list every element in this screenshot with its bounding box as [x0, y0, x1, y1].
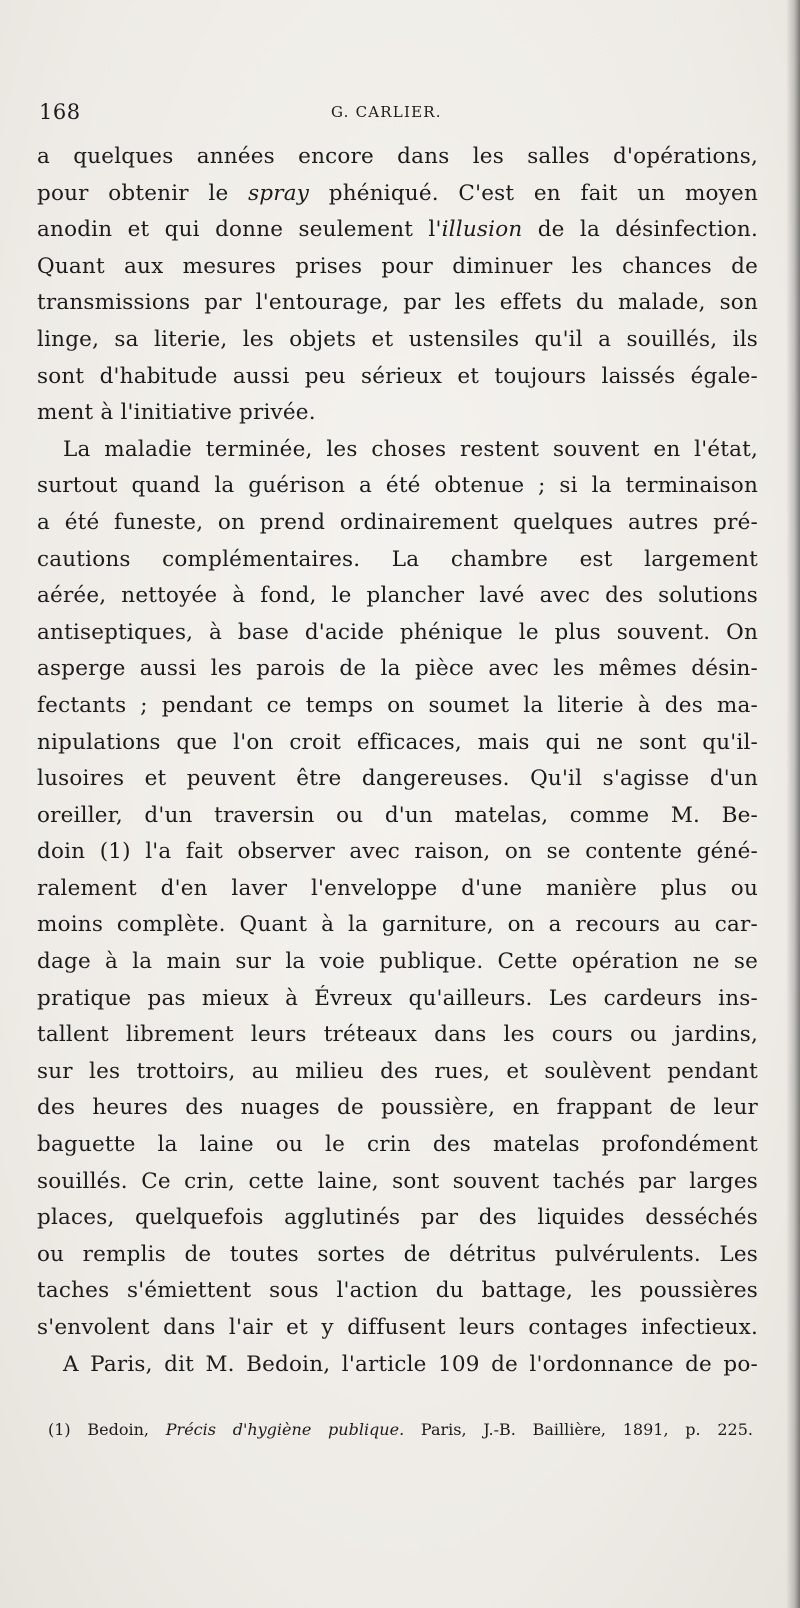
text-line: doin (1) l'a fait observer avec raison, on se contente géné-: [37, 839, 758, 865]
text-fragment: de la désinfection.: [522, 217, 759, 243]
text-line: a quelques années encore dans les salles d'opérations,: [37, 144, 758, 169]
footnote-text: Paris, J.-B. Baillière, 1891, p. 225.: [404, 1420, 754, 1439]
footnote: [48, 1416, 753, 1444]
text-line: places, quelquefois agglutinés par des liquides desséchés: [37, 1205, 758, 1231]
text-line: ou remplis de toutes sortes de détritus pulvérulents. Les: [37, 1241, 758, 1267]
text-line: nipulations que l'on croit efficaces, mais qui ne sont qu'il-: [37, 729, 758, 755]
text-line: aérée, nettoyée à fond, le plancher lavé avec des solutions: [37, 583, 758, 609]
text-line: taches s'émiettent sous l'action du battage, les poussières: [37, 1278, 758, 1304]
page-edge-shadow: [786, 0, 800, 1608]
text-fragment: phéniqué. C'est en fait un moyen: [309, 180, 758, 206]
text-line: [37, 176, 758, 213]
text-line: fectants ; pendant ce temps on soumet la literie à des ma-: [37, 692, 758, 718]
text-line: linge, sa literie, les objets et ustensiles qu'il a souillés, ils: [37, 326, 758, 352]
text-line: Quant aux mesures prises pour diminuer les chances de: [37, 253, 758, 279]
text-line: surtout quand la guérison a été obtenue ; si la terminaison: [37, 473, 758, 499]
text-line: [37, 212, 758, 249]
text-line: asperge aussi les parois de la pièce avec les mêmes désin-: [37, 656, 758, 682]
footnote-text: (1) Bedoin,: [48, 1420, 166, 1439]
italic-term: illusion: [441, 217, 523, 243]
text-line: lusoires et peuvent être dangereuses. Qu'il s'agisse d'un: [37, 766, 758, 792]
text-line: sont d'habitude aussi peu sérieux et toujours laissés égale-: [37, 363, 758, 389]
text-line: ralement d'en laver l'enveloppe d'une manière plus ou: [37, 875, 758, 901]
text-line: antiseptiques, à base d'acide phénique le plus souvent. On: [37, 619, 758, 645]
text-line: tallent librement leurs tréteaux dans les cours ou jardins,: [37, 1022, 758, 1048]
text-line: A Paris, dit M. Bedoin, l'article 109 de l'ordonnance de po-: [63, 1351, 758, 1377]
body-text: [37, 139, 758, 1383]
text-line: La maladie terminée, les choses restent souvent en l'état,: [63, 436, 758, 462]
footnote-title: Précis d'hygiène publique.: [165, 1420, 405, 1439]
running-head: G. CARLIER.: [331, 103, 442, 121]
text-line: ment à l'initiative privée.: [37, 400, 316, 426]
page-header: [39, 100, 739, 130]
text-line: sur les trottoirs, au milieu des rues, et soulèvent pendant: [37, 1058, 758, 1084]
text-line: s'envolent dans l'air et y diffusent leurs contages infectieux.: [37, 1315, 758, 1340]
text-line: cautions complémentaires. La chambre est largement: [37, 546, 758, 572]
italic-term: spray: [248, 180, 310, 206]
text-line: pratique pas mieux à Évreux qu'ailleurs. Les cardeurs ins-: [37, 985, 758, 1011]
text-fragment: pour obtenir le: [37, 180, 249, 206]
text-line: dage à la main sur la voie publique. Cette opération ne se: [37, 949, 758, 975]
text-line: moins complète. Quant à la garniture, on a recours au car-: [37, 912, 758, 938]
text-line: souillés. Ce crin, cette laine, sont souvent tachés par larges: [37, 1168, 758, 1194]
text-line: transmissions par l'entourage, par les effets du malade, son: [37, 290, 758, 316]
text-line: baguette la laine ou le crin des matelas profondément: [37, 1132, 758, 1158]
text-fragment: anodin et qui donne seulement l': [37, 217, 442, 243]
text-line: a été funeste, on prend ordinairement quelques autres pré-: [37, 509, 758, 535]
text-line: oreiller, d'un traversin ou d'un matelas, comme M. Be-: [37, 802, 758, 828]
text-line: des heures des nuages de poussière, en frappant de leur: [37, 1095, 758, 1121]
page-number: 168: [39, 100, 81, 124]
